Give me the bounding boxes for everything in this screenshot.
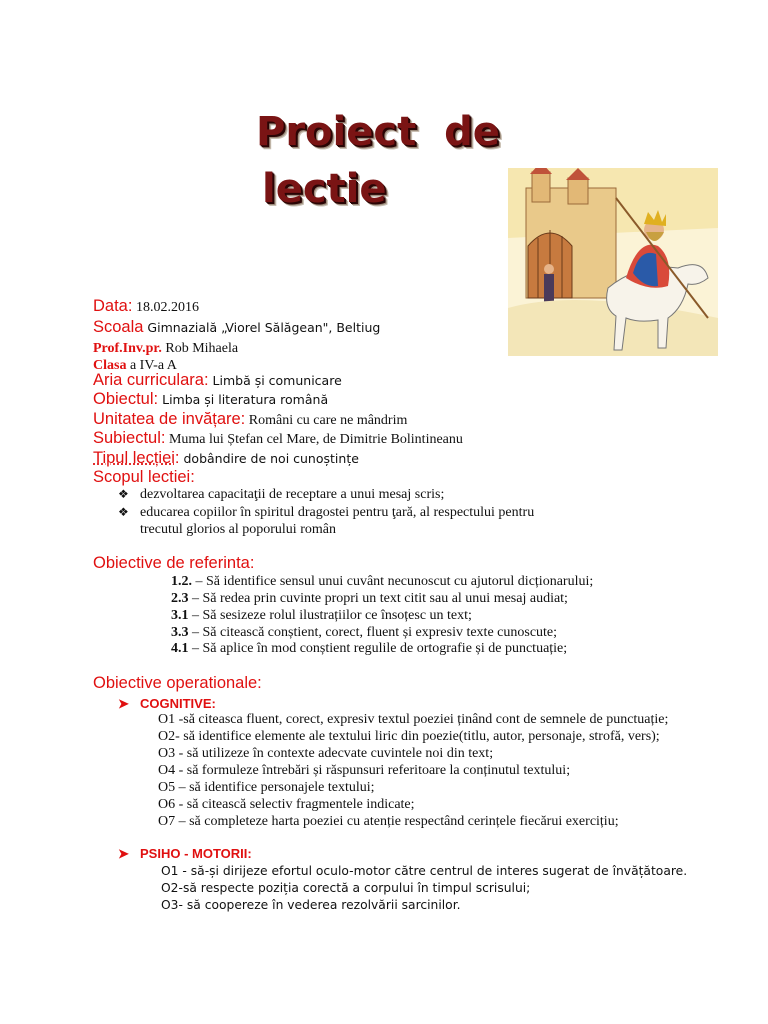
info-value: Rob Mihaela: [161, 341, 239, 356]
list-item: 1.2. – Să identifice sensul unui cuvânt necunoscut cu ajutorul dicționarului;: [171, 574, 594, 589]
list-item: O4 - să formuleze întrebări și răspunsuri referitoare la conținutul textului;: [158, 763, 571, 778]
title-line-2: lectie: [262, 166, 387, 212]
info-label: Tipul lecției: [93, 449, 175, 467]
info-scoala: [93, 318, 380, 337]
info-label: Obiectul:: [93, 390, 159, 408]
info-label: Aria curriculara:: [93, 371, 209, 389]
list-item: ❖ educarea copiilor în spiritul dragostei pentru ţară, al respectului pentru: [118, 505, 535, 520]
info-subiectul: [93, 429, 463, 448]
diamond-bullet-icon: ❖: [118, 505, 129, 519]
list-item: O5 – să identifice personajele textului;: [158, 780, 375, 795]
psiho-motorii-heading: ➤ PSIHO - MOTORII:: [118, 846, 252, 861]
info-label: Data:: [93, 297, 133, 315]
info-label: Scoala: [93, 318, 144, 336]
list-item: 4.1 – Să aplice în mod conștient regulile de ortografie și de punctuație;: [171, 641, 568, 656]
list-item: 3.3 – Să citească conștient, corect, fluent și expresiv texte cunoscute;: [171, 625, 558, 640]
list-item: O3 - să utilizeze în contexte adecvate cuvintele noi din text;: [158, 746, 494, 761]
info-unitatea: [93, 410, 407, 429]
scopul-heading: Scopul lectiei:: [93, 468, 195, 486]
diamond-bullet-icon: ❖: [118, 487, 129, 501]
info-value: Limba și literatura română: [158, 392, 329, 407]
obiective-referinta-heading: Obiective de referinta:: [93, 554, 255, 572]
info-prof: [93, 339, 238, 357]
arrow-bullet-icon: ➤: [118, 846, 129, 861]
list-item: O3- să coopereze în vederea rezolvării sarcinilor.: [161, 898, 461, 912]
info-label: Unitatea de invățare:: [93, 410, 246, 428]
list-item: ❖ dezvoltarea capacitaţii de receptare a unui mesaj scris;: [118, 487, 445, 502]
list-item-continuation: trecutul glorios al poporului român: [140, 522, 336, 537]
info-label: Prof.Inv.pr.: [93, 341, 162, 356]
knight-on-horse-illustration: [508, 168, 718, 356]
info-label: Clasa: [93, 358, 127, 373]
info-value: 18.02.2016: [132, 300, 199, 315]
list-item: O2- să identifice elemente ale textului liric din poezie(titlu, autor, personaje, strofă, vers);: [158, 729, 660, 744]
title-line-1: Proiect de: [256, 109, 500, 155]
list-item: O1 -să citeasca fluent, corect, expresiv textul poeziei ținând cont de semnele de punctuație;: [158, 712, 669, 727]
info-value: Muma lui Ștefan cel Mare, de Dimitrie Bolintineanu: [165, 432, 463, 447]
info-value: a IV-a A: [126, 358, 177, 373]
list-item: O6 - să citească selectiv fragmentele indicate;: [158, 797, 415, 812]
info-aria: [93, 371, 342, 390]
info-obiectul: [93, 390, 328, 409]
info-label: Subiectul:: [93, 429, 166, 447]
info-label-suffix: :: [174, 449, 180, 467]
info-value: Limbă și comunicare: [208, 373, 342, 388]
info-data: [93, 297, 199, 316]
list-item: 3.1 – Să sesizeze rolul ilustrațiilor ce însoțesc un text;: [171, 608, 472, 623]
info-value: dobândire de noi cunoștințe: [179, 451, 359, 466]
info-value: Gimnazială „Viorel Sălăgean", Beltiug: [143, 320, 381, 335]
obiective-operationale-heading: Obiective operationale:: [93, 674, 262, 692]
list-item: O7 – să completeze harta poeziei cu atenție respectând cerințele fiecărui exercițiu;: [158, 814, 619, 829]
arrow-bullet-icon: ➤: [118, 696, 129, 711]
info-value: Români cu care ne mândrim: [245, 413, 408, 428]
list-item: 2.3 – Să redea prin cuvinte propri un text citit sau al unui mesaj audiat;: [171, 591, 568, 606]
list-item: O1 - să-și dirijeze efortul oculo-motor către centrul de interes sugerat de învățătoare.: [161, 864, 688, 878]
list-item: O2-să respecte poziția corectă a corpului în timpul scrisului;: [161, 881, 531, 895]
cognitive-heading: ➤ COGNITIVE:: [118, 696, 216, 711]
info-tipul: [93, 449, 359, 468]
